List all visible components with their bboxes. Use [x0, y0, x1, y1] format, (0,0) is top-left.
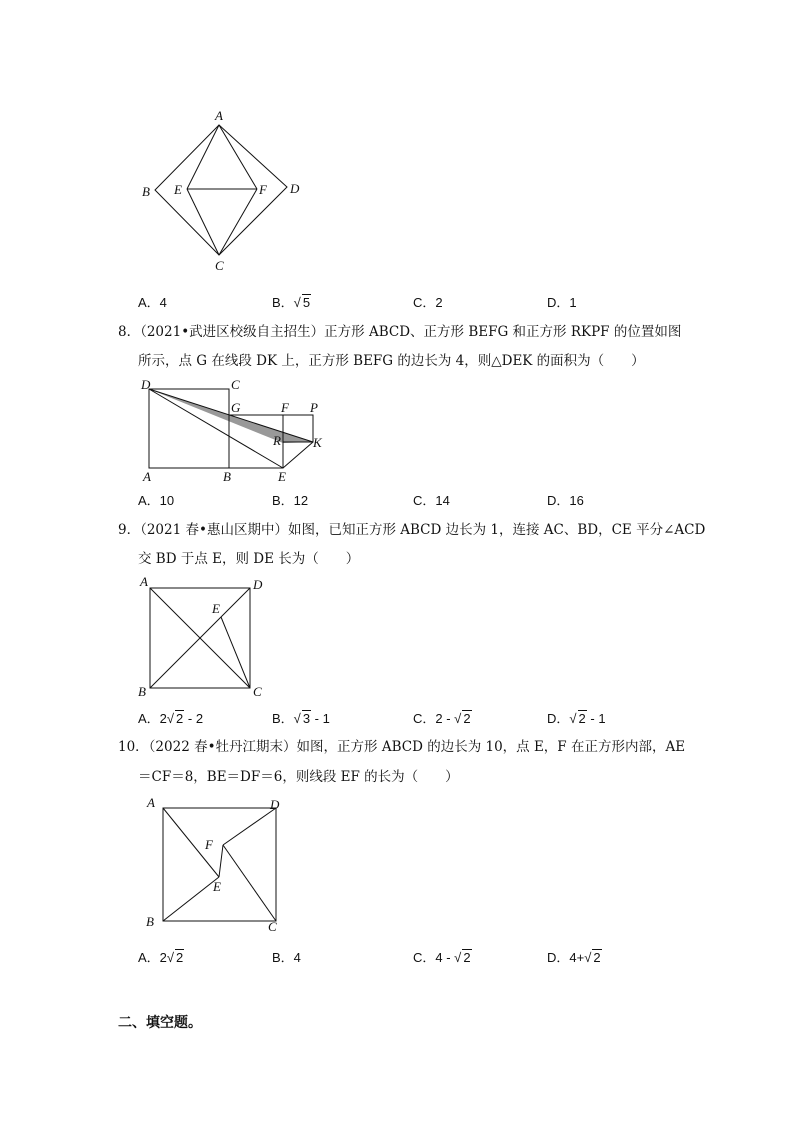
q9-option-a[interactable]: A．2√ 2 - 2 — [138, 711, 204, 726]
q8-option-c[interactable]: C．14 — [413, 493, 450, 508]
label-D: D — [253, 577, 263, 592]
sqrt-symbol: √ 2 — [584, 950, 601, 965]
q9-option-b[interactable]: B．√ 3 - 1 — [272, 711, 330, 726]
q8-text-line1: 8．（2021•武进区校级自主招生）正方形 ABCD、正方形 BEFG 和正方形 RKPF 的位置如图 — [118, 324, 682, 340]
sqrt-symbol: √ 3 — [293, 711, 311, 726]
q10-option-b[interactable]: B．4 — [272, 950, 301, 965]
q9-option-c[interactable]: C．2 - √ 2 — [413, 711, 471, 726]
option-a[interactable]: A．4 — [138, 295, 167, 310]
label-B: B — [223, 469, 231, 484]
label-F: F — [205, 837, 213, 852]
label-F: F — [259, 182, 267, 197]
label-R: R — [273, 433, 281, 448]
q8-option-d[interactable]: D．16 — [547, 493, 584, 508]
q8-option-b[interactable]: B．12 — [272, 493, 309, 508]
label-C: C — [253, 684, 262, 699]
label-F: F — [281, 400, 289, 415]
label-A: A — [140, 574, 148, 589]
label-E: E — [174, 182, 182, 197]
option-c[interactable]: C．2 — [413, 295, 443, 310]
label-A: A — [147, 795, 155, 810]
label-D: D — [290, 181, 300, 196]
q8-option-a[interactable]: A．10 — [138, 493, 175, 508]
sqrt-symbol: √ 2 — [569, 711, 586, 726]
sqrt-symbol: √ 5 — [293, 295, 311, 310]
label-C: C — [268, 919, 277, 934]
label-G: G — [231, 400, 241, 415]
label-C: C — [231, 377, 240, 392]
option-d[interactable]: D．1 — [547, 295, 577, 310]
label-P: P — [310, 400, 318, 415]
figure-q10 — [135, 793, 295, 938]
q10-option-a[interactable]: A．2√ 2 — [138, 950, 184, 965]
sqrt-symbol: √ 2 — [454, 711, 471, 726]
label-C: C — [215, 258, 224, 273]
figure-q8 — [135, 375, 335, 485]
sqrt-symbol: √ 2 — [166, 950, 184, 965]
q9-option-d[interactable]: D．√ 2 - 1 — [547, 711, 606, 726]
section-title: 二、填空题。 — [118, 1015, 202, 1031]
sqrt-symbol: √ 2 — [166, 711, 184, 726]
label-B: B — [138, 684, 146, 699]
label-A: A — [143, 469, 151, 484]
figure-q9 — [135, 572, 275, 702]
q10-text-line1: 10．（2022 春•牡丹江期末）如图，正方形 ABCD 的边长为 10，点 E，F 在正方形内部，AE — [118, 739, 686, 755]
label-B: B — [142, 184, 150, 199]
q9-text-line1: 9．（2021 春•惠山区期中）如图，已知正方形 ABCD 边长为 1，连接 AC、BD，CE 平分∠ACD — [118, 522, 706, 538]
q8-text-line2: 所示，点 G 在线段 DK 上，正方形 BEFG 的边长为 4，则△DEK 的面积为（ ） — [138, 353, 645, 369]
label-E: E — [213, 879, 221, 894]
q10-text-line2: ＝CF＝8，BE＝DF＝6，则线段 EF 的长为（ ） — [138, 769, 459, 785]
label-D: D — [141, 377, 151, 392]
q10-option-d[interactable]: D．4+√ 2 — [547, 950, 601, 965]
label-E: E — [278, 469, 286, 484]
label-D: D — [270, 797, 280, 812]
label-E: E — [212, 601, 220, 616]
label-A: A — [215, 108, 223, 123]
label-K: K — [313, 435, 322, 450]
sqrt-symbol: √ 2 — [454, 950, 471, 965]
q9-text-line2: 交 BD 于点 E，则 DE 长为（ ） — [138, 551, 360, 567]
option-b[interactable]: B．√ 5 — [272, 295, 311, 310]
label-B: B — [146, 914, 154, 929]
figure-q7 — [135, 105, 315, 275]
q10-option-c[interactable]: C．4 - √ 2 — [413, 950, 471, 965]
